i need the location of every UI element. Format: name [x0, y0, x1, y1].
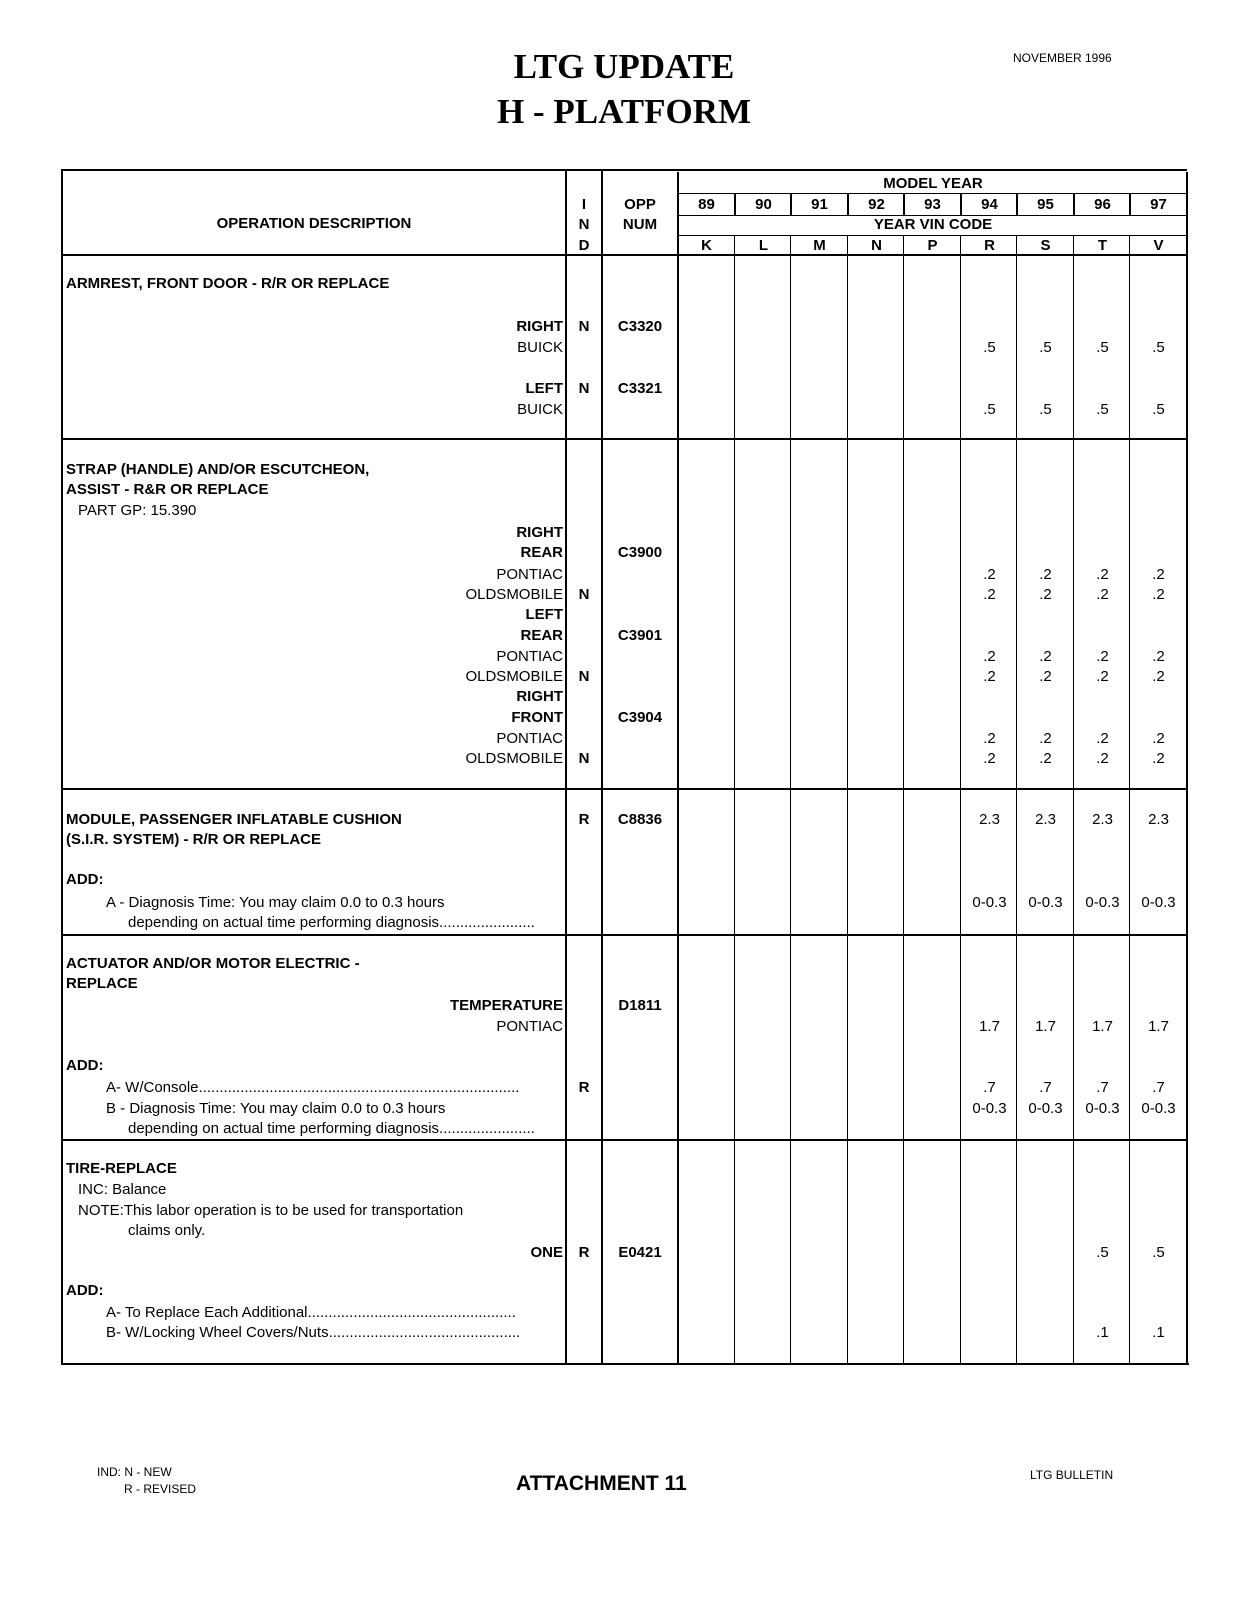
strap-row-value-96: .2 — [1096, 750, 1109, 767]
armrest-row-label: BUICK — [517, 401, 563, 418]
vin-code-header-91: M — [813, 237, 826, 254]
year-header-94: 94 — [981, 196, 998, 213]
module-description-line: MODULE, PASSENGER INFLATABLE CUSHION — [66, 811, 402, 828]
armrest-description-line: ARMREST, FRONT DOOR - R/R OR REPLACE — [66, 275, 390, 292]
tire-description-line: TIRE-REPLACE — [66, 1160, 177, 1177]
armrest-row-opp-num: C3320 — [617, 318, 663, 335]
strap-row-opp-num: C3901 — [617, 627, 663, 644]
strap-row-label: FRONT — [511, 709, 563, 726]
module-value-96: 0-0.3 — [1085, 894, 1120, 911]
strap-row-value-95: .2 — [1039, 668, 1052, 685]
strap-row-label: REAR — [520, 627, 563, 644]
strap-row-value-96: .2 — [1096, 566, 1109, 583]
year-header-89: 89 — [698, 196, 715, 213]
vin-code-header-92: N — [871, 237, 882, 254]
actuator-description-line: depending on actual time performing diagnosis....................... — [128, 1120, 535, 1137]
tire-value-96: .1 — [1096, 1324, 1109, 1341]
strap-description-line: PART GP: 15.390 — [78, 502, 197, 519]
tire-row-ind: R — [578, 1244, 590, 1261]
strap-row-ind: N — [578, 586, 590, 603]
module-value-95: 2.3 — [1035, 811, 1056, 828]
strap-row-label: PONTIAC — [496, 648, 563, 665]
operation-description-header: OPERATION DESCRIPTION — [216, 215, 412, 232]
armrest-row-value-97: .5 — [1152, 339, 1165, 356]
legend-new: IND: N - NEW — [97, 1465, 172, 1479]
year-header-91: 91 — [811, 196, 828, 213]
actuator-description-line: ACTUATOR AND/OR MOTOR ELECTRIC - — [66, 955, 360, 972]
vin-code-header-93: P — [927, 237, 938, 254]
module-value-94: 0-0.3 — [972, 894, 1007, 911]
actuator-row-value-95: 1.7 — [1035, 1018, 1056, 1035]
tire-description-line: B- W/Locking Wheel Covers/Nuts.............................................. — [106, 1324, 521, 1341]
strap-row-ind: N — [578, 668, 590, 685]
strap-row-label: PONTIAC — [496, 566, 563, 583]
document-date: NOVEMBER 1996 — [1013, 51, 1112, 65]
vin-code-header-89: K — [701, 237, 712, 254]
year-header-96: 96 — [1094, 196, 1111, 213]
module-ind: R — [578, 811, 590, 828]
actuator-row-label: PONTIAC — [496, 1018, 563, 1035]
strap-row-value-95: .2 — [1039, 648, 1052, 665]
strap-row-value-94: .2 — [983, 730, 996, 747]
tire-row-opp-num: E0421 — [618, 1244, 662, 1261]
actuator-description-line: A- W/Console............................................................................. — [106, 1079, 520, 1096]
title-line-1: LTG UPDATE — [513, 47, 735, 86]
armrest-row-opp-num: C3321 — [617, 380, 663, 397]
actuator-description-line: ADD: — [66, 1057, 104, 1074]
year-header-95: 95 — [1037, 196, 1054, 213]
strap-row-ind: N — [578, 750, 590, 767]
ind-header-i: I — [581, 196, 587, 213]
strap-row-value-96: .2 — [1096, 730, 1109, 747]
strap-row-label: PONTIAC — [496, 730, 563, 747]
module-description-line: ADD: — [66, 871, 104, 888]
actuator-value-96: 0-0.3 — [1085, 1100, 1120, 1117]
strap-row-value-94: .2 — [983, 648, 996, 665]
year-header-92: 92 — [868, 196, 885, 213]
model-year-header: MODEL YEAR — [883, 175, 983, 192]
module-value-95: 0-0.3 — [1028, 894, 1063, 911]
actuator-value-97: .7 — [1152, 1079, 1165, 1096]
module-description-line: (S.I.R. SYSTEM) - R/R OR REPLACE — [66, 831, 322, 848]
actuator-description-line: B - Diagnosis Time: You may claim 0.0 to 0.3 hours — [106, 1100, 446, 1117]
module-value-97: 2.3 — [1148, 811, 1169, 828]
strap-row-value-94: .2 — [983, 566, 996, 583]
actuator-value-96: .7 — [1096, 1079, 1109, 1096]
actuator-row-value-96: 1.7 — [1092, 1018, 1113, 1035]
actuator-ind: R — [578, 1079, 590, 1096]
strap-row-label: LEFT — [525, 606, 563, 623]
strap-row-opp-num: C3900 — [617, 544, 663, 561]
tire-row-value-96: .5 — [1096, 1244, 1109, 1261]
vin-code-header-94: R — [984, 237, 995, 254]
tire-row-label: ONE — [530, 1244, 563, 1261]
tire-description-line: INC: Balance — [78, 1181, 167, 1198]
actuator-value-94: 0-0.3 — [972, 1100, 1007, 1117]
strap-row-value-96: .2 — [1096, 586, 1109, 603]
armrest-row-label: LEFT — [525, 380, 563, 397]
tire-row-value-97: .5 — [1152, 1244, 1165, 1261]
strap-row-opp-num: C3904 — [617, 709, 663, 726]
strap-row-value-95: .2 — [1039, 586, 1052, 603]
vin-code-header-97: V — [1153, 237, 1164, 254]
armrest-row-ind: N — [578, 318, 590, 335]
strap-row-value-97: .2 — [1152, 586, 1165, 603]
module-description-line: A - Diagnosis Time: You may claim 0.0 to 0.3 hours — [106, 894, 445, 911]
year-header-97: 97 — [1150, 196, 1167, 213]
tire-description-line: NOTE:This labor operation is to be used for transportation — [78, 1202, 464, 1219]
opp-header: OPP — [624, 196, 656, 213]
armrest-row-value-97: .5 — [1152, 401, 1165, 418]
module-value-97: 0-0.3 — [1141, 894, 1176, 911]
armrest-row-value-96: .5 — [1096, 339, 1109, 356]
armrest-row-ind: N — [578, 380, 590, 397]
strap-row-value-95: .2 — [1039, 750, 1052, 767]
armrest-row-label: RIGHT — [516, 318, 563, 335]
strap-row-value-96: .2 — [1096, 668, 1109, 685]
strap-row-value-94: .2 — [983, 586, 996, 603]
strap-row-value-94: .2 — [983, 750, 996, 767]
strap-row-value-95: .2 — [1039, 730, 1052, 747]
armrest-row-value-96: .5 — [1096, 401, 1109, 418]
actuator-row-value-94: 1.7 — [979, 1018, 1000, 1035]
armrest-row-label: BUICK — [517, 339, 563, 356]
module-value-96: 2.3 — [1092, 811, 1113, 828]
year-header-93: 93 — [924, 196, 941, 213]
actuator-description-line: REPLACE — [66, 975, 138, 992]
module-opp-num: C8836 — [617, 811, 663, 828]
strap-row-label: RIGHT — [516, 688, 563, 705]
vin-code-header-95: S — [1040, 237, 1051, 254]
attachment-label: ATTACHMENT 11 — [516, 1472, 687, 1495]
tire-description-line: claims only. — [128, 1222, 206, 1239]
strap-row-label: OLDSMOBILE — [465, 586, 563, 603]
actuator-row-label: TEMPERATURE — [449, 997, 563, 1014]
num-header: NUM — [622, 216, 658, 233]
ind-header-d: D — [578, 237, 590, 254]
vin-code-header-96: T — [1097, 237, 1108, 254]
strap-row-value-95: .2 — [1039, 566, 1052, 583]
ind-header-n: N — [578, 216, 590, 233]
actuator-value-94: .7 — [983, 1079, 996, 1096]
vin-code-header-90: L — [758, 237, 769, 254]
strap-row-label: OLDSMOBILE — [465, 750, 563, 767]
armrest-row-value-94: .5 — [983, 339, 996, 356]
strap-row-value-94: .2 — [983, 668, 996, 685]
module-value-94: 2.3 — [979, 811, 1000, 828]
strap-row-label: REAR — [520, 544, 563, 561]
actuator-row-value-97: 1.7 — [1148, 1018, 1169, 1035]
strap-description-line: STRAP (HANDLE) AND/OR ESCUTCHEON, — [66, 461, 370, 478]
actuator-value-97: 0-0.3 — [1141, 1100, 1176, 1117]
module-description-line: depending on actual time performing diagnosis....................... — [128, 914, 535, 931]
armrest-row-value-94: .5 — [983, 401, 996, 418]
tire-value-97: .1 — [1152, 1324, 1165, 1341]
actuator-value-95: 0-0.3 — [1028, 1100, 1063, 1117]
actuator-row-opp-num: D1811 — [618, 997, 662, 1014]
strap-row-value-96: .2 — [1096, 648, 1109, 665]
tire-description-line: ADD: — [66, 1282, 104, 1299]
strap-row-value-97: .2 — [1152, 648, 1165, 665]
armrest-row-value-95: .5 — [1039, 401, 1052, 418]
actuator-value-95: .7 — [1039, 1079, 1052, 1096]
strap-row-value-97: .2 — [1152, 668, 1165, 685]
title-line-2: H - PLATFORM — [496, 92, 752, 131]
tire-description-line: A- To Replace Each Additional.................................................. — [106, 1304, 516, 1321]
strap-row-value-97: .2 — [1152, 730, 1165, 747]
bulletin-label: LTG BULLETIN — [1030, 1468, 1114, 1482]
legend-revised: R - REVISED — [124, 1482, 197, 1496]
strap-row-label: OLDSMOBILE — [465, 668, 563, 685]
strap-row-value-97: .2 — [1152, 566, 1165, 583]
strap-description-line: ASSIST - R&R OR REPLACE — [66, 481, 269, 498]
strap-row-value-97: .2 — [1152, 750, 1165, 767]
armrest-row-value-95: .5 — [1039, 339, 1052, 356]
year-vin-code-header: YEAR VIN CODE — [873, 216, 993, 233]
year-header-90: 90 — [755, 196, 772, 213]
strap-row-label: RIGHT — [516, 524, 563, 541]
